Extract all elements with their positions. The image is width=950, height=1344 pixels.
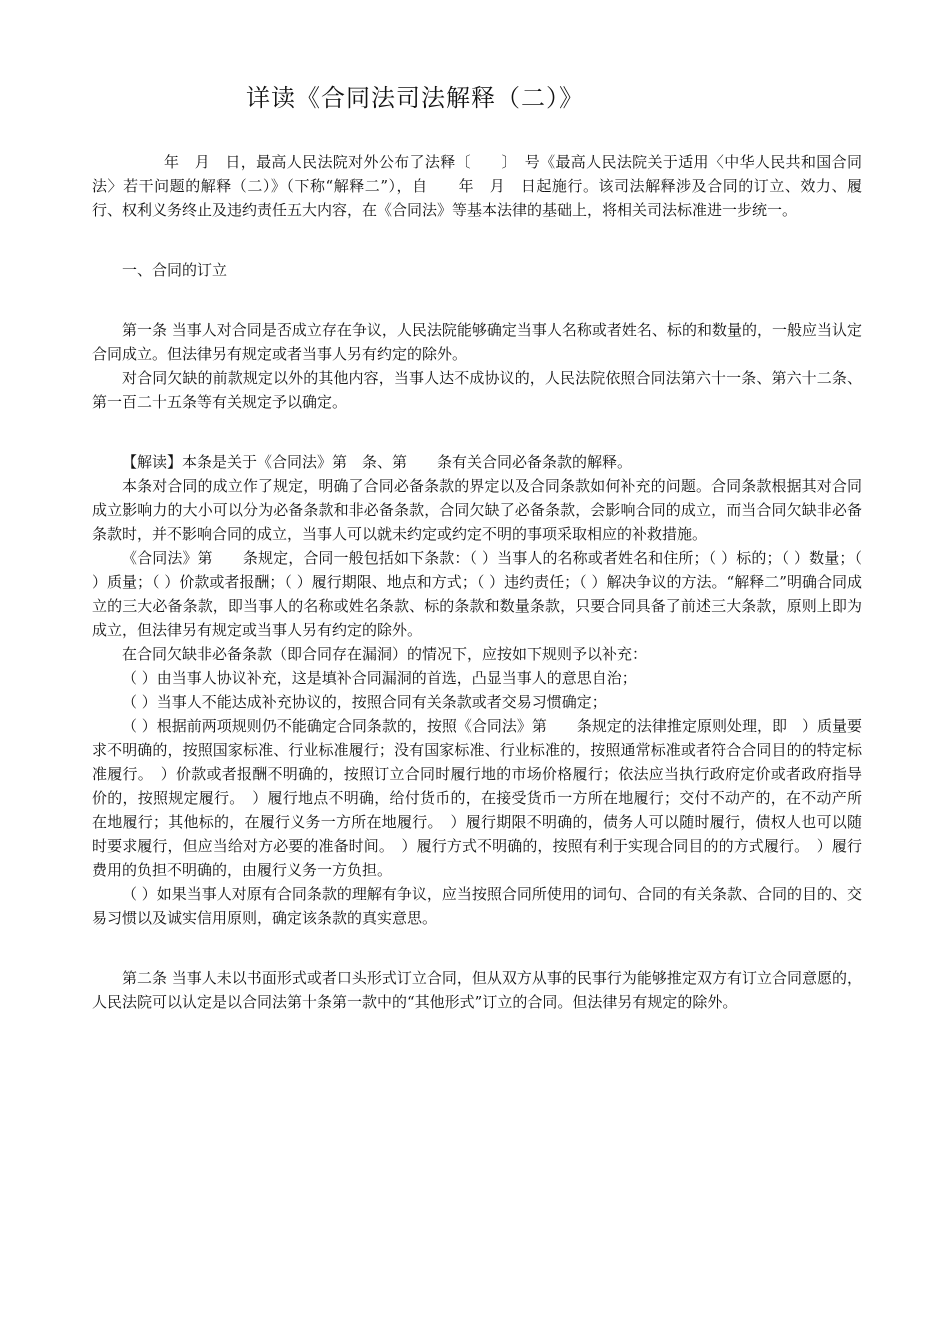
interpretation-lead: 【解读】本条是关于《合同法》第 条、第 条有关合同必备条款的解释。 xyxy=(122,453,633,471)
article-2-paragraph-1: 第二条 当事人未以书面形式或者口头形式订立合同，但从双方从事的民事行为能够推定双方有订立合同意愿的，人民法院可以认定是以合同法第十条第一款中的“其他形式”订立的合同。但法律另有规定的除外。 xyxy=(92,969,862,1011)
interpretation-item-1: （ ）由当事人协议补充，这是填补合同漏洞的首选，凸显当事人的意思自治； xyxy=(122,669,637,687)
interpretation-item-2: （ ）当事人不能达成补充协议的，按照合同有关条款或者交易习惯确定； xyxy=(122,693,607,711)
interpretation-item-4: （ ）如果当事人对原有合同条款的理解有争议，应当按照合同所使用的词句、合同的有关条款、合同的目的、交易习惯以及诚实信用原则，确定该条款的真实意思。 xyxy=(92,885,862,927)
article-1-paragraph-2: 对合同欠缺的前款规定以外的其他内容，当事人达不成协议的，人民法院依照合同法第六十一条、第六十二条、第一百二十五条等有关规定予以确定。 xyxy=(92,369,862,411)
interpretation-paragraph-3: 《合同法》第 条规定，合同一般包括如下条款：（ ）当事人的名称或者姓名和住所；（ ）标的；（ ）数量；（ ）质量；（ ）价款或者报酬；（ ）履行期限、地点和方式；（ ）违约责任；（ ）解决争议的方法。“解释二”明确合同成立的三大必备条款，即当事人的名称或姓名条款、标的条款和数量条款，只要合同具备了前述三大条款，原则上即为成立，但法律另有规定或当事人另有约定的除外。 xyxy=(92,549,862,639)
section-heading-contract-formation: 一、合同的订立 xyxy=(122,261,228,279)
intro-paragraph: 年 月 日，最高人民法院对外公布了法释〔 〕 号《最高人民法院关于适用〈中华人民共和国合同法〉若干问题的解释（二）》（下称“解释二”），自 年 月 日起施行。该司法解释涉及合同的订立、效力、履行、权利义务终止及违约责任五大内容，在《合同法》等基本法律的基础上，将相关司法标准进一步统一。 xyxy=(92,153,862,219)
document-body xyxy=(92,150,862,1014)
interpretation-paragraph-2: 本条对合同的成立作了规定，明确了合同必备条款的界定以及合同条款如何补充的问题。合同条款根据其对合同成立影响力的大小可以分为必备条款和非必备条款，合同欠缺了必备条款，会影响合同的成立，而当合同欠缺非必备条款时，并不影响合同的成立，当事人可以就未约定或约定不明的事项采取相应的补救措施。 xyxy=(92,477,862,543)
interpretation-paragraph-4: 在合同欠缺非必备条款（即合同存在漏洞）的情况下，应按如下规则予以补充： xyxy=(122,645,648,663)
interpretation-item-3: （ ）根据前两项规则仍不能确定合同条款的，按照《合同法》第 条规定的法律推定原则处理，即 ）质量要求不明确的，按照国家标准、行业标准履行；没有国家标准、行业标准的，按照通常标准或者符合合同目的的特定标准履行。 ）价款或者报酬不明确的，按照订立合同时履行地的市场价格履行；依法应当执行政府定价或者政府指导价的，按照规定履行。 ）履行地点不明确，给付货币的，在接受货币一方所在地履行；交付不动产的，在不动产所在地履行；其他标的，在履行义务一方所在地履行。 ）履行期限不明确的，债务人可以随时履行，债权人也可以随时要求履行，但应当给对方必要的准备时间。 ）履行方式不明确的，按照有利于实现合同目的的方式履行。 ）履行费用的负担不明确的，由履行义务一方负担。 xyxy=(92,717,862,879)
document-title: 详读《合同法司法解释（二）》 xyxy=(246,84,584,112)
article-1-paragraph-1: 第一条 当事人对合同是否成立存在争议，人民法院能够确定当事人名称或者姓名、标的和数量的，一般应当认定合同成立。但法律另有规定或者当事人另有约定的除外。 xyxy=(92,321,862,363)
